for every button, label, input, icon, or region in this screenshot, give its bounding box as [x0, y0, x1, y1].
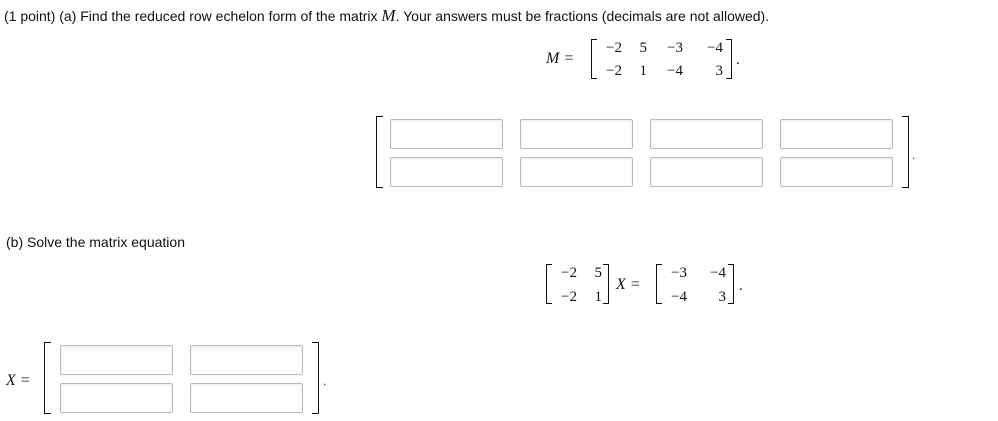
rref-input[interactable] — [391, 158, 502, 186]
matrix-m-period: . — [736, 52, 740, 68]
rref-answer-r2c3[interactable] — [650, 157, 763, 187]
part-b-instruction: (b) Solve the matrix equation — [6, 234, 185, 250]
part-a-suffix: . Your answers must be fractions (decimals are not allowed). — [395, 8, 770, 24]
x-answer-label: X = — [6, 372, 31, 389]
eq-period: . — [739, 278, 743, 294]
rref-period: . — [912, 148, 916, 162]
eq-right-matrix-cell: −4 — [671, 289, 687, 305]
part-a-instruction — [4, 8, 769, 24]
rref-input[interactable] — [651, 158, 762, 186]
x-answer-r2c2[interactable] — [190, 383, 303, 413]
matrix-m-cell: 3 — [715, 63, 723, 79]
x-input[interactable] — [191, 384, 302, 412]
matrix-m-cell: 1 — [639, 63, 647, 79]
eq-left-matrix-right-bracket — [603, 264, 609, 304]
eq-left-matrix-cell: −2 — [561, 265, 577, 281]
rref-right-bracket — [902, 116, 909, 188]
rref-answer-r1c3[interactable] — [650, 119, 763, 149]
matrix-m-cell: −3 — [667, 40, 683, 56]
x-answer-r1c1[interactable] — [60, 345, 173, 375]
eq-right-matrix-cell: −3 — [671, 265, 687, 281]
rref-input[interactable] — [781, 158, 892, 186]
rref-answer-r1c4[interactable] — [780, 119, 893, 149]
eq-left-matrix-cell: 5 — [594, 265, 602, 281]
x-answer-r2c1[interactable] — [60, 383, 173, 413]
rref-input[interactable] — [391, 120, 502, 148]
rref-answer-r2c1[interactable] — [390, 157, 503, 187]
matrix-m-display — [540, 38, 750, 82]
rref-answer-r2c2[interactable] — [520, 157, 633, 187]
eq-x-equals: X = — [616, 276, 641, 293]
x-answer-matrix — [42, 342, 332, 416]
x-period: . — [323, 374, 327, 388]
x-input[interactable] — [61, 384, 172, 412]
rref-answer-r1c1[interactable] — [390, 119, 503, 149]
matrix-m-lhs: M = — [546, 50, 575, 67]
x-answer-r1c2[interactable] — [190, 345, 303, 375]
eq-left-matrix-cell: 1 — [594, 289, 602, 305]
matrix-m-cell: −2 — [606, 40, 622, 56]
matrix-m-cell: −4 — [707, 40, 723, 56]
matrix-symbol-m: M — [381, 6, 396, 25]
rref-input[interactable] — [781, 120, 892, 148]
x-right-bracket — [312, 342, 319, 414]
rref-left-bracket — [376, 116, 383, 188]
matrix-m-cell: 5 — [639, 40, 647, 56]
matrix-m-cell: −4 — [667, 63, 683, 79]
part-a-prefix: (1 point) (a) Find the reduced row echelon form of the matrix — [4, 8, 382, 24]
x-left-bracket — [44, 342, 51, 414]
x-input[interactable] — [61, 346, 172, 374]
rref-answer-r1c2[interactable] — [520, 119, 633, 149]
rref-input[interactable] — [521, 120, 632, 148]
rref-input[interactable] — [651, 120, 762, 148]
eq-right-matrix-right-bracket — [728, 264, 734, 304]
matrix-m-cell: −2 — [606, 63, 622, 79]
eq-right-matrix-cell: −4 — [710, 265, 726, 281]
eq-left-matrix-cell: −2 — [561, 289, 577, 305]
x-input[interactable] — [191, 346, 302, 374]
eq-right-matrix-cell: 3 — [718, 289, 726, 305]
matrix-m-right-bracket — [726, 39, 732, 79]
rref-answer-r2c4[interactable] — [780, 157, 893, 187]
rref-input[interactable] — [521, 158, 632, 186]
matrix-equation-display — [540, 262, 760, 308]
rref-answer-matrix — [374, 116, 920, 190]
